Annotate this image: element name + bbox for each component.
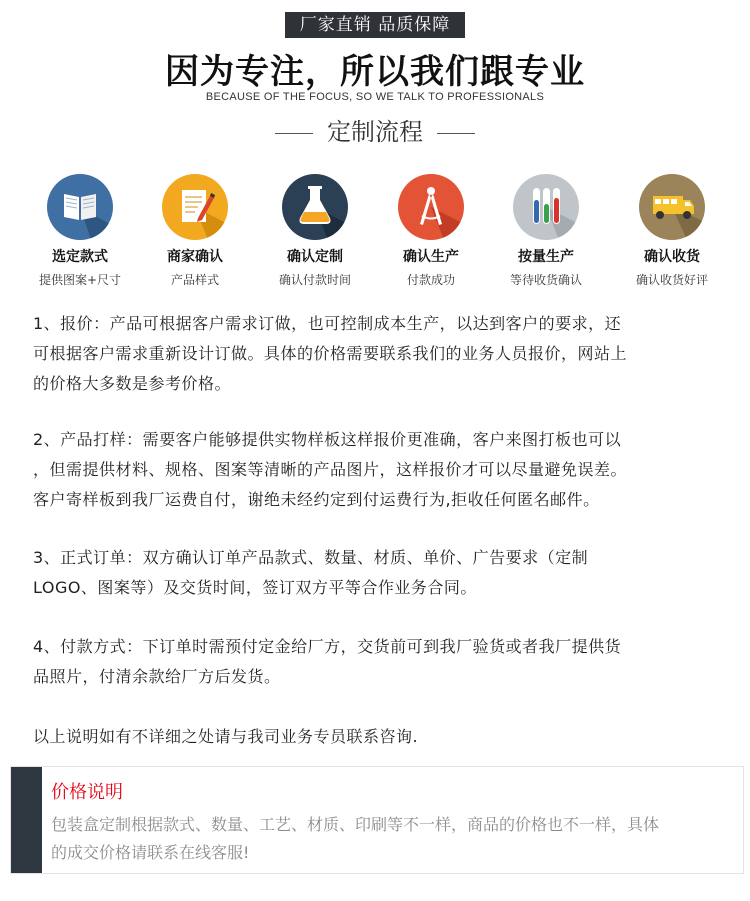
notepad-pencil-icon	[162, 174, 228, 240]
step-desc: 付款成功	[406, 273, 455, 287]
paragraph-payment	[33, 632, 723, 692]
paragraph-line: 品照片，付清余款给厂方后发货。	[33, 667, 281, 686]
step-desc: 提供图案+尺寸	[38, 273, 122, 287]
price-note-text	[51, 811, 741, 867]
step-name: 确认收货	[644, 249, 700, 265]
step-select-style	[22, 174, 138, 288]
paragraph-line: 可根据客户需求重新设计订做。具体的价格需要联系我们的业务人员报价，网站上	[33, 344, 628, 363]
step-merchant-confirm	[137, 174, 253, 288]
paragraph-line: 4、付款方式：下订单时需预付定金给厂方，交货前可到我厂验货或者我厂提供货	[33, 637, 622, 656]
price-note-box	[10, 766, 744, 874]
step-desc: 产品样式	[170, 273, 219, 287]
paragraph-order	[33, 543, 723, 603]
paragraph-line: 以上说明如有不详细之处请与我司业务专员联系咨询.	[33, 727, 419, 746]
paragraph-quote	[33, 309, 723, 399]
paragraph-line: 1、报价：产品可根据客户需求订做，也可控制成本生产，以达到客户的要求，还	[33, 314, 622, 333]
section-title-text: 定制流程	[327, 118, 423, 146]
title-dash-right	[437, 133, 475, 134]
paragraph-line: 2、产品打样：需要客户能够提供实物样板这样报价更准确，客户来图打板也可以	[33, 430, 622, 449]
step-name: 确认生产	[403, 249, 459, 265]
process-steps	[0, 174, 750, 287]
compass-icon	[398, 174, 464, 240]
step-name: 确认定制	[287, 249, 343, 265]
price-note-title: 价格说明	[51, 782, 123, 803]
price-note-line: 的成交价格请联系在线客服!	[51, 843, 250, 862]
step-confirm-receipt	[614, 174, 730, 288]
paragraph-sampling	[33, 425, 723, 515]
step-name: 按量生产	[518, 249, 574, 265]
price-note-line: 包装盒定制根据款式、数量、工艺、材质、印刷等不一样，商品的价格也不一样，具体	[51, 815, 660, 834]
test-tubes-icon	[513, 174, 579, 240]
step-desc: 等待收货确认	[509, 273, 582, 287]
step-desc: 确认收货好评	[635, 273, 708, 287]
english-subtitle: BECAUSE OF THE FOCUS, SO WE TALK TO PROFESSIONALS	[205, 91, 545, 103]
paragraph-line: ，但需提供材料、规格、图案等清晰的产品图片，这样报价才可以尽量避免误差。	[33, 460, 628, 479]
book-icon	[47, 174, 113, 240]
step-mass-production	[488, 174, 604, 288]
paragraph-contact	[33, 722, 723, 752]
step-desc: 确认付款时间	[278, 273, 351, 287]
paragraph-line: LOGO、图案等）及交货时间，签订双方平等合作业务合同。	[33, 578, 477, 597]
truck-icon	[639, 174, 705, 240]
paragraph-line: 的价格大多数是参考价格。	[33, 374, 232, 393]
step-name: 商家确认	[167, 249, 223, 265]
step-name: 选定款式	[52, 249, 108, 265]
step-confirm-custom	[257, 174, 373, 288]
tagline-badge: 厂家直销 品质保障	[285, 12, 465, 38]
section-title	[0, 112, 750, 147]
step-confirm-production	[373, 174, 489, 288]
page-headline: 因为专注，所以我们跟专业	[165, 52, 585, 92]
paragraph-line: 3、正式订单：双方确认订单产品款式、数量、材质、单价、广告要求（定制	[33, 548, 589, 567]
title-dash-left	[275, 133, 313, 134]
flask-icon	[282, 174, 348, 240]
note-accent-bar	[11, 767, 42, 873]
paragraph-line: 客户寄样板到我厂运费自付，谢绝未经约定到付运费行为,拒收任何匿名邮件。	[33, 490, 600, 509]
